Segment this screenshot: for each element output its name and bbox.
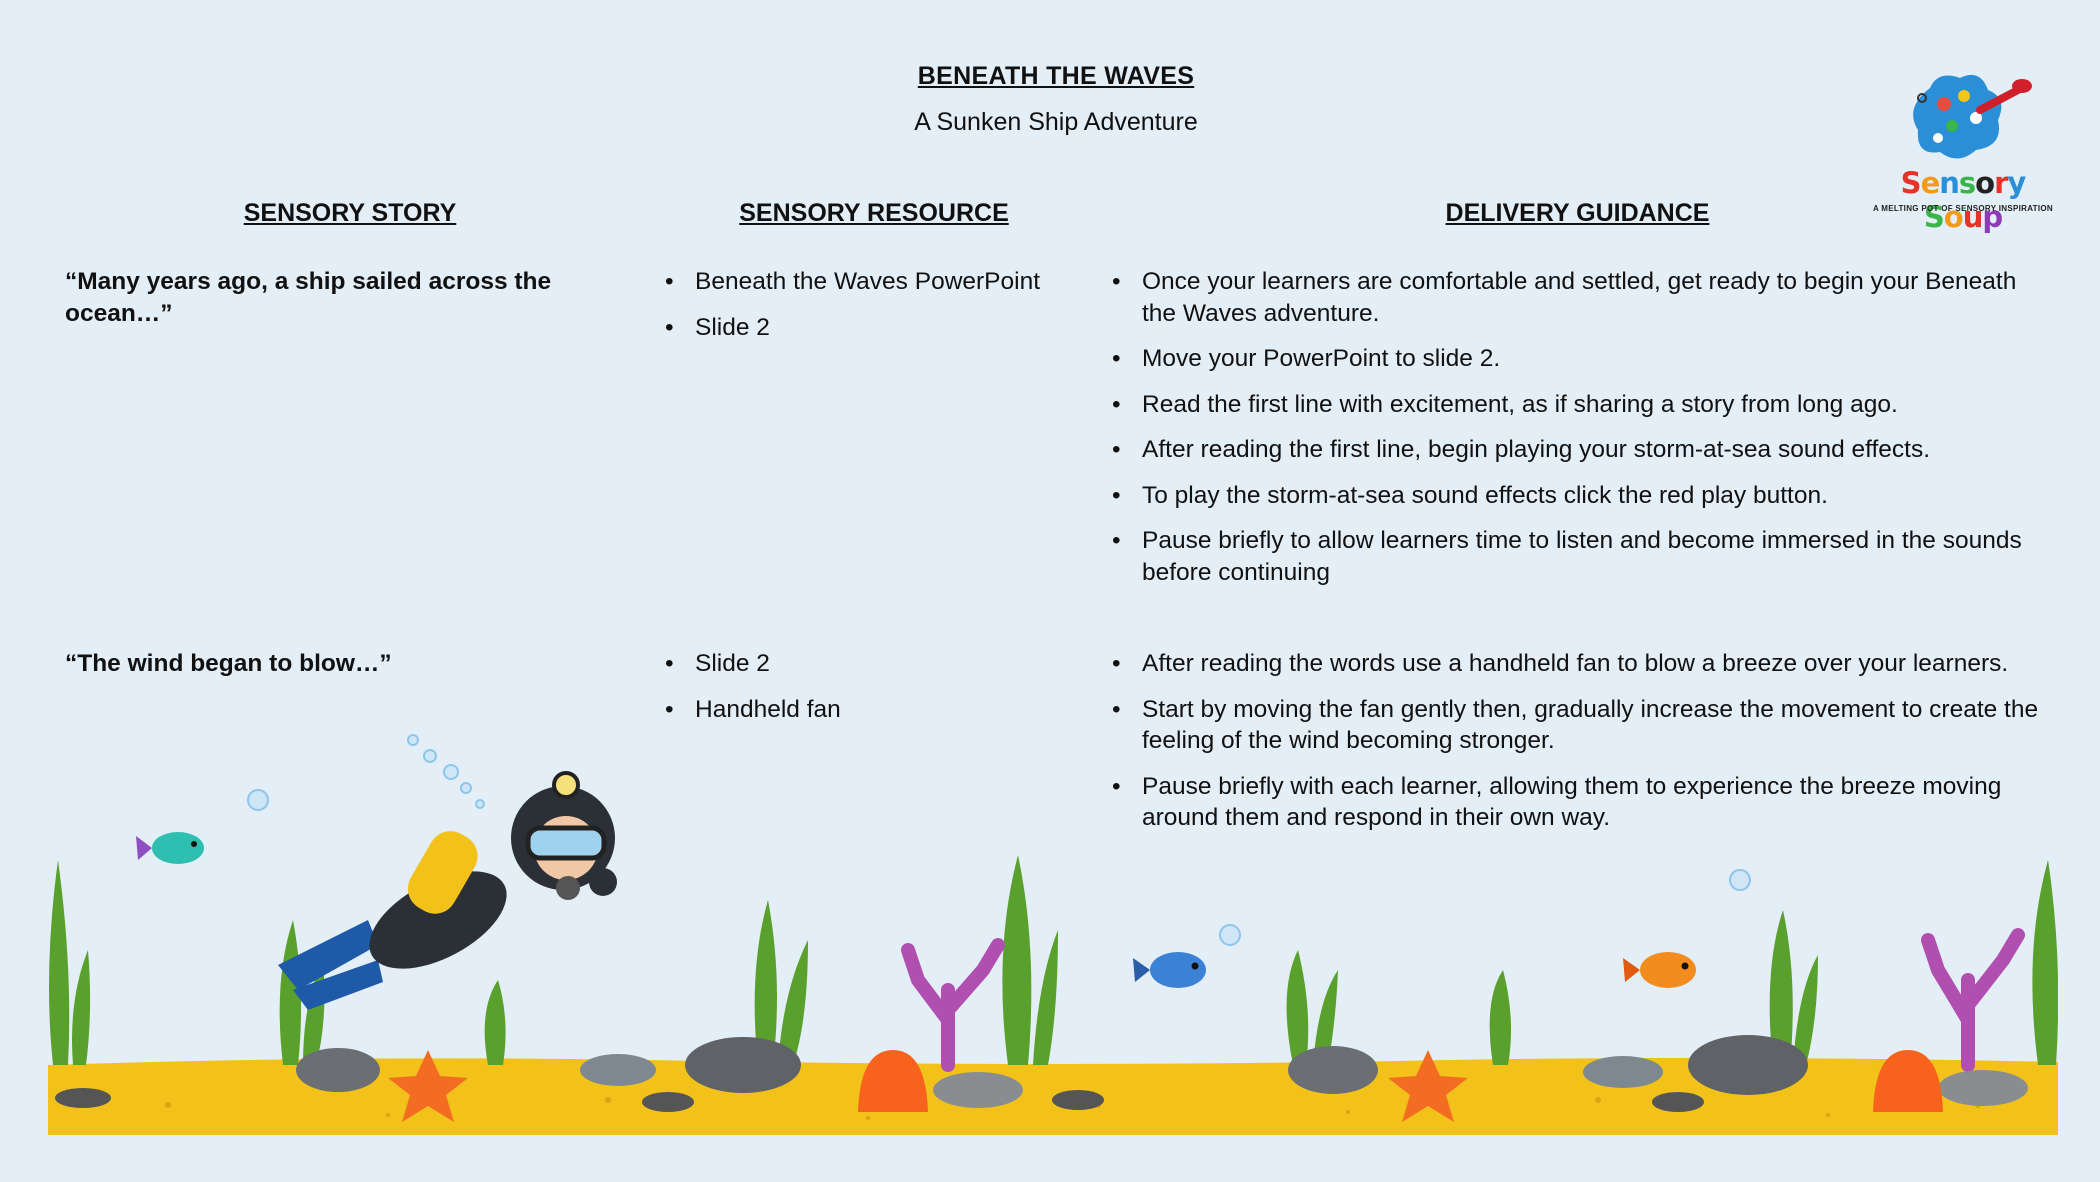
list-item: • Start by moving the fan gently then, gradually increase the movement to create the feeling of the wind becoming stronger. [1112, 694, 2047, 757]
list-item: • Pause briefly to allow learners time to listen and become immersed in the sounds before continuing [1112, 525, 2047, 588]
fish-icon [1623, 952, 1696, 988]
soup-bowl-icon [1868, 68, 2058, 168]
list-item: • After reading the words use a handheld fan to blow a breeze over your learners. [1112, 648, 2047, 680]
fish-icon [1133, 952, 1206, 988]
list-item: • After reading the first line, begin playing your storm-at-sea sound effects. [1112, 434, 2047, 466]
story-text-row-1: “Many years ago, a ship sailed across the ocean…” [65, 268, 552, 327]
logo-tagline: A MELTING POT OF SENSORY INSPIRATION [1873, 204, 2053, 213]
list-item: • Slide 2 [665, 648, 1095, 680]
guidance-list-row-1 [1112, 266, 2047, 602]
column-header-guidance: DELIVERY GUIDANCE [1445, 199, 1710, 227]
list-item: • Beneath the Waves PowerPoint [665, 266, 1095, 298]
list-item: • To play the storm-at-sea sound effects click the red play button. [1112, 480, 2047, 512]
list-item: • Pause briefly with each learner, allowing them to experience the breeze moving around them and respond in their own way. [1112, 771, 2047, 834]
list-item: • Move your PowerPoint to slide 2. [1112, 343, 2047, 375]
coral-icon [908, 935, 2018, 1065]
list-item: • Slide 2 [665, 312, 1095, 344]
column-header-resource: SENSORY RESOURCE [739, 199, 1009, 227]
list-item: • Handheld fan [665, 694, 1095, 726]
list-item: • Read the first line with excitement, as if sharing a story from long ago. [1112, 389, 2047, 421]
resource-list-row-1 [665, 266, 1095, 357]
fish-icon [136, 832, 204, 864]
page-subtitle: A Sunken Ship Adventure [914, 108, 1198, 136]
page-title: BENEATH THE WAVES [917, 62, 1195, 90]
list-item: • Once your learners are comfortable and settled, get ready to begin your Beneath the Waves adventure. [1112, 266, 2047, 329]
column-header-story: SENSORY STORY [243, 199, 457, 227]
scuba-diver-icon [278, 773, 617, 1010]
underwater-scene-illustration [48, 720, 2058, 1135]
story-text-row-2: “The wind began to blow…” [65, 650, 392, 677]
logo-wordmark: Sensory Soup [1900, 166, 2026, 234]
